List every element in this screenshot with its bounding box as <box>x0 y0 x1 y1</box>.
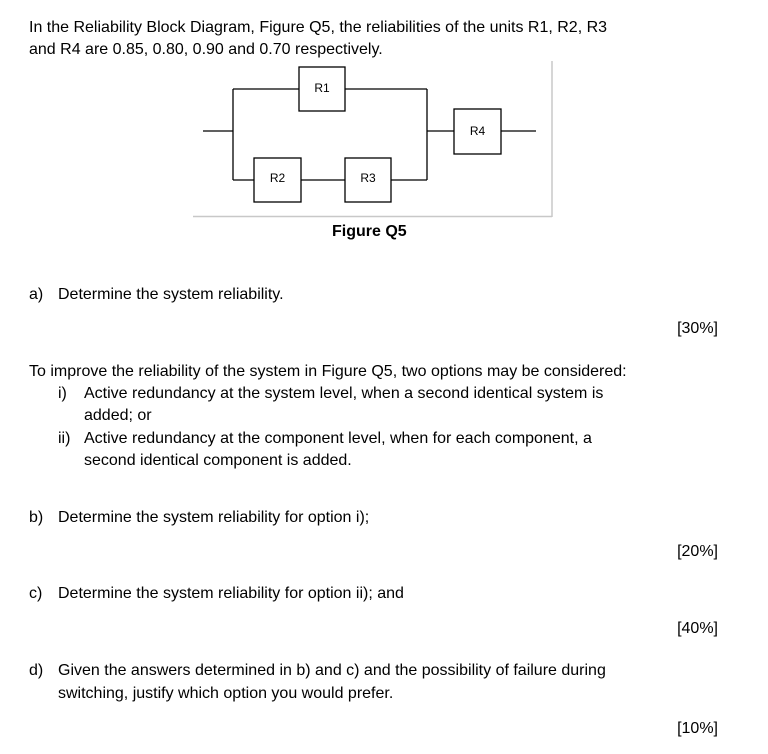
block-r4-label: R4 <box>469 124 486 138</box>
option-ii-line-1: Active redundancy at the component level, when for each component, a <box>84 430 592 447</box>
block-r1-label: R1 <box>314 81 330 95</box>
option-i-line-1: Active redundancy at the system level, when a second identical system is <box>84 385 604 402</box>
option-i-line-2: added; or <box>84 407 152 424</box>
question-d-label: d) <box>29 662 44 679</box>
option-ii-number: ii) <box>58 430 71 447</box>
question-a-marks: [30%] <box>677 320 718 337</box>
question-a-text: Determine the system reliability. <box>58 286 284 303</box>
question-b-marks: [20%] <box>677 543 718 560</box>
question-b-label: b) <box>29 509 44 526</box>
option-i-number: i) <box>58 385 67 402</box>
question-d-marks: [10%] <box>677 720 718 737</box>
question-d-line-2: switching, justify which option you would prefer. <box>58 685 394 702</box>
block-r2-label: R2 <box>269 171 286 185</box>
question-d-line-1: Given the answers determined in b) and c) and the possibility of failure during <box>58 662 606 679</box>
question-c-text: Determine the system reliability for option ii); and <box>58 585 404 602</box>
question-b-text: Determine the system reliability for option i); <box>58 509 370 526</box>
block-r1 <box>299 67 345 111</box>
option-ii-line-2: second identical component is added. <box>84 452 352 469</box>
question-a-label: a) <box>29 286 44 303</box>
intro-line-1: In the Reliability Block Diagram, Figure Q5, the reliabilities of the units R1, R2, R3 <box>29 19 608 36</box>
block-r3-label: R3 <box>360 171 376 185</box>
block-r4 <box>454 109 501 154</box>
block-r3 <box>345 158 391 202</box>
figure-caption: Figure Q5 <box>332 223 407 240</box>
question-c-label: c) <box>29 585 43 602</box>
question-c-marks: [40%] <box>677 620 718 637</box>
improve-intro: To improve the reliability of the system in Figure Q5, two options may be considered: <box>29 363 627 380</box>
block-r2 <box>254 158 301 202</box>
intro-line-2: and R4 are 0.85, 0.80, 0.90 and 0.70 respectively. <box>29 41 383 58</box>
